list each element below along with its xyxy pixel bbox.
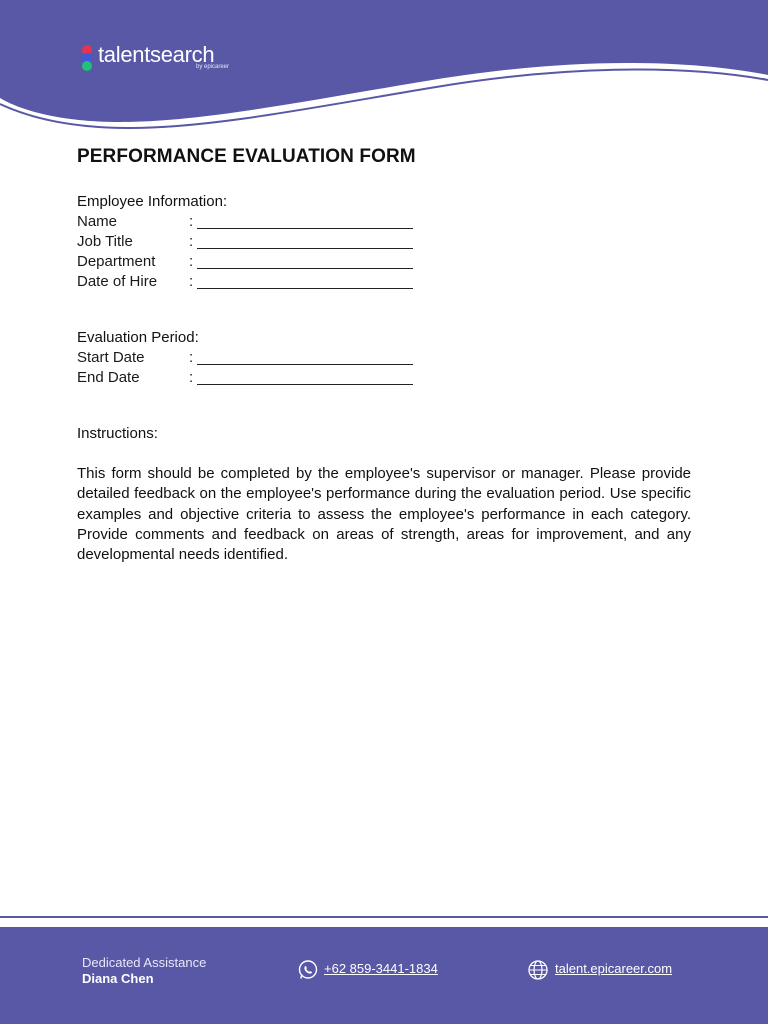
- field-separator: :: [189, 369, 194, 386]
- brand-name: talentsearch: [98, 42, 215, 67]
- field-date-of-hire[interactable]: [77, 273, 477, 293]
- contact-person: [82, 955, 206, 987]
- website-link[interactable]: talent.epicareer.com: [555, 961, 673, 976]
- field-separator: :: [189, 273, 194, 290]
- field-blank-line[interactable]: [197, 248, 413, 249]
- field-blank-line[interactable]: [197, 384, 413, 385]
- field-label: Name: [77, 213, 118, 230]
- header-wave-banner: [0, 0, 768, 140]
- field-separator: :: [189, 253, 194, 270]
- contact-role: Dedicated Assistance: [82, 955, 207, 970]
- footer-divider: [0, 916, 768, 918]
- field-separator: :: [189, 233, 194, 250]
- field-name[interactable]: [77, 213, 477, 233]
- employee-info-heading: Employee Information:: [77, 193, 228, 210]
- field-label: Date of Hire: [77, 273, 158, 290]
- form-title: PERFORMANCE EVALUATION FORM: [77, 146, 416, 167]
- field-label: Job Title: [77, 233, 133, 250]
- field-job-title[interactable]: [77, 233, 477, 253]
- globe-icon: [527, 959, 549, 981]
- brand-subtitle: by epicareer: [196, 64, 230, 70]
- evaluation-period-heading: Evaluation Period:: [77, 329, 199, 346]
- field-blank-line[interactable]: [197, 364, 413, 365]
- whatsapp-icon: [297, 959, 319, 981]
- field-separator: :: [189, 349, 194, 366]
- instructions-text: This form should be completed by the employee's supervisor or manager. Please provide detailed feedback on the employee's performance during the evaluation period. Use specific examples and objective criteria to assess the employee's performance in each category. Provide comments and feedback on areas of strength, areas for improvement, and any developmental needs identified.: [77, 465, 691, 564]
- field-label: Start Date: [77, 349, 145, 366]
- field-separator: :: [189, 213, 194, 230]
- field-department[interactable]: [77, 253, 477, 273]
- field-label: End Date: [77, 369, 140, 386]
- field-label: Department: [77, 253, 156, 270]
- instructions-heading: Instructions:: [77, 425, 158, 442]
- contact-name: Diana Chen: [82, 971, 154, 986]
- field-end-date[interactable]: [77, 369, 477, 389]
- field-blank-line[interactable]: [197, 228, 413, 229]
- logo-mark-icon: [80, 45, 94, 71]
- phone-link[interactable]: +62 859-3441-1834: [324, 961, 438, 976]
- field-blank-line[interactable]: [197, 268, 413, 269]
- field-blank-line[interactable]: [197, 288, 413, 289]
- field-start-date[interactable]: [77, 349, 477, 369]
- footer: [0, 927, 768, 1024]
